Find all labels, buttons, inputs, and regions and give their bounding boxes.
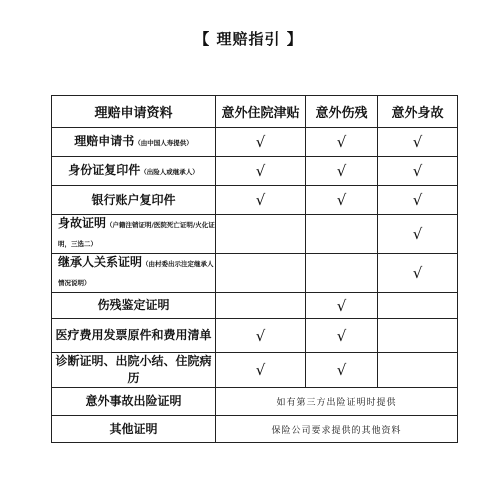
check-cell: √ xyxy=(378,215,458,254)
check-cell: √ xyxy=(216,128,306,157)
header-materials: 理赔申请资料 xyxy=(52,96,216,128)
check-cell xyxy=(306,215,378,254)
check-cell xyxy=(378,293,458,319)
table-row xyxy=(52,388,458,416)
row-note: 保险公司要求提供的其他资料 xyxy=(216,416,458,443)
check-cell: √ xyxy=(216,157,306,186)
table-row xyxy=(52,353,458,388)
check-cell xyxy=(378,353,458,388)
check-cell: √ xyxy=(378,186,458,215)
table-row xyxy=(52,128,458,157)
table-row xyxy=(52,215,458,254)
row-label: 伤残鉴定证明 xyxy=(52,293,216,319)
check-cell: √ xyxy=(216,319,306,353)
page-title: 【 理赔指引 】 xyxy=(194,30,303,48)
row-label: 银行账户复印件 xyxy=(52,186,216,215)
row-label: 其他证明 xyxy=(52,416,216,443)
header-hospital-allowance: 意外住院津贴 xyxy=(216,96,306,128)
check-cell: √ xyxy=(378,254,458,293)
check-cell: √ xyxy=(216,186,306,215)
check-cell xyxy=(216,215,306,254)
table-row xyxy=(52,319,458,353)
table-row xyxy=(52,254,458,293)
row-label: 医疗费用发票原件和费用清单 xyxy=(52,319,216,353)
table-row xyxy=(52,293,458,319)
check-cell xyxy=(378,319,458,353)
row-label: 理赔申请书（由中国人寿提供） xyxy=(52,128,216,157)
row-label: 诊断证明、出院小结、住院病历 xyxy=(52,353,216,388)
table-row xyxy=(52,186,458,215)
check-cell: √ xyxy=(306,319,378,353)
check-cell: √ xyxy=(306,186,378,215)
check-cell: √ xyxy=(306,353,378,388)
check-cell: √ xyxy=(306,157,378,186)
check-cell xyxy=(216,293,306,319)
header-death: 意外身故 xyxy=(378,96,458,128)
table-row xyxy=(52,416,458,443)
header-disability: 意外伤残 xyxy=(306,96,378,128)
claims-guide-table xyxy=(51,95,458,443)
check-cell: √ xyxy=(378,128,458,157)
row-label: 身故证明（户籍注销证明/医院死亡证明/火化证明，三选二） xyxy=(52,215,216,254)
table-row xyxy=(52,157,458,186)
check-cell: √ xyxy=(216,353,306,388)
row-note: 如有第三方出险证明时提供 xyxy=(216,388,458,416)
table-header-row xyxy=(52,96,458,128)
check-cell xyxy=(216,254,306,293)
check-cell xyxy=(306,254,378,293)
check-cell: √ xyxy=(306,293,378,319)
check-cell: √ xyxy=(378,157,458,186)
check-cell: √ xyxy=(306,128,378,157)
row-label: 身份证复印件（出险人或继承人） xyxy=(52,157,216,186)
row-label: 继承人关系证明（由村委出示注定继承人情况说明） xyxy=(52,254,216,293)
row-label: 意外事故出险证明 xyxy=(52,388,216,416)
